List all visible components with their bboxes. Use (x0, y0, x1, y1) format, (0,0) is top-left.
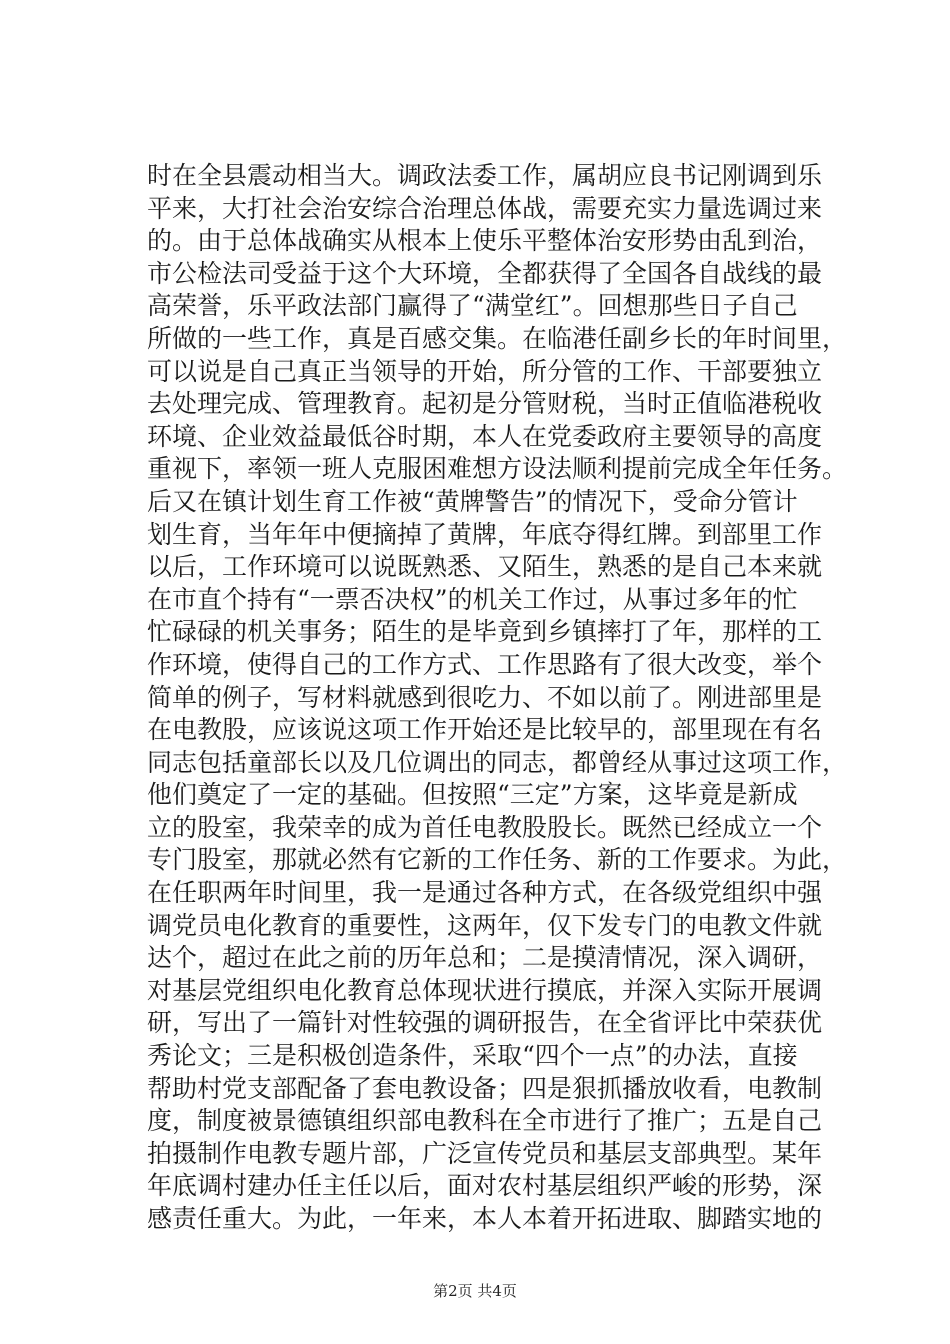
text-line: 秀论文；三是积极创造条件，采取“四个一点”的办法，直接 (147, 1041, 798, 1071)
text-line: 在任职两年时间里，我一是通过各种方式，在各级党组织中强 (147, 878, 823, 908)
text-line: 高荣誉，乐平政法部门赢得了“满堂红”。回想那些日子自己 (147, 291, 798, 321)
text-line: 度，制度被景德镇组织部电教科在全市进行了推广；五是自己 (147, 1106, 823, 1136)
text-line: 以后，工作环境可以说既熟悉、又陌生，熟悉的是自己本来就 (147, 552, 823, 582)
text-line: 作环境，使得自己的工作方式、工作思路有了很大改变，举个 (147, 649, 823, 679)
text-line: 简单的例子，写材料就感到很吃力、不如以前了。刚进部里是 (147, 682, 823, 712)
text-line: 达个，超过在此之前的历年总和；二是摸清情况，深入调研， (147, 943, 823, 973)
text-line: 忙碌碌的机关事务；陌生的是毕竟到乡镇摔打了年，那样的工 (147, 617, 823, 647)
text-line: 划生育，当年年中便摘掉了黄牌，年底夺得红牌。到部里工作 (147, 519, 823, 549)
text-line: 的。由于总体战确实从根本上使乐平整体治安形势由乱到治， (147, 226, 823, 256)
text-line: 立的股室，我荣幸的成为首任电教股股长。既然已经成立一个 (147, 812, 823, 842)
text-line: 研，写出了一篇针对性较强的调研报告，在全省评比中荣获优 (147, 1008, 823, 1038)
text-line: 专门股室，那就必然有它新的工作任务、新的工作要求。为此， (147, 845, 848, 875)
text-line: 平来，大打社会治安综合治理总体战，需要充实力量选调过来 (147, 193, 823, 223)
text-line: 市公检法司受益于这个大环境，全都获得了全国各自战线的最 (147, 258, 823, 288)
text-line: 环境、企业效益最低谷时期，本人在党委政府主要领导的高度 (147, 421, 823, 451)
text-line: 拍摄制作电教专题片部，广泛宣传党员和基层支部典型。某年 (147, 1138, 823, 1168)
text-line: 他们奠定了一定的基础。但按照“三定”方案，这毕竟是新成 (147, 780, 798, 810)
text-line: 去处理完成、管理教育。起初是分管财税，当时正值临港税收 (147, 389, 823, 419)
text-line: 可以说是自己真正当领导的开始，所分管的工作、干部要独立 (147, 356, 823, 386)
text-line: 同志包括童部长以及几位调出的同志，都曾经从事过这项工作， (147, 747, 848, 777)
text-line: 所做的一些工作，真是百感交集。在临港任副乡长的年时间里， (147, 323, 848, 353)
text-line: 帮助村党支部配备了套电教设备；四是狠抓播放收看，电教制 (147, 1073, 823, 1103)
text-line: 在市直个持有“一票否决权”的机关工作过，从事过多年的忙 (147, 584, 798, 614)
text-line: 调党员电化教育的重要性，这两年，仅下发专门的电教文件就 (147, 910, 823, 940)
text-line: 感责任重大。为此，一年来，本人本着开拓进取、脚踏实地的 (147, 1204, 823, 1233)
text-line: 对基层党组织电化教育总体现状进行摸底，并深入实际开展调 (147, 975, 823, 1005)
text-line: 后又在镇计划生育工作被“黄牌警告”的情况下，受命分管计 (147, 486, 798, 516)
text-line: 年底调村建办任主任以后，面对农村基层组织严峻的形势，深 (147, 1171, 823, 1201)
body-paragraph (147, 160, 847, 1236)
text-line: 时在全县震动相当大。调政法委工作，属胡应良书记刚调到乐 (147, 161, 823, 190)
text-line: 重视下，率领一班人克服困难想方设法顺利提前完成全年任务。 (147, 454, 848, 484)
text-line: 在电教股，应该说这项工作开始还是比较早的，部里现在有名 (147, 715, 823, 745)
page-number-footer: 第2页 共4页 (433, 1282, 517, 1300)
